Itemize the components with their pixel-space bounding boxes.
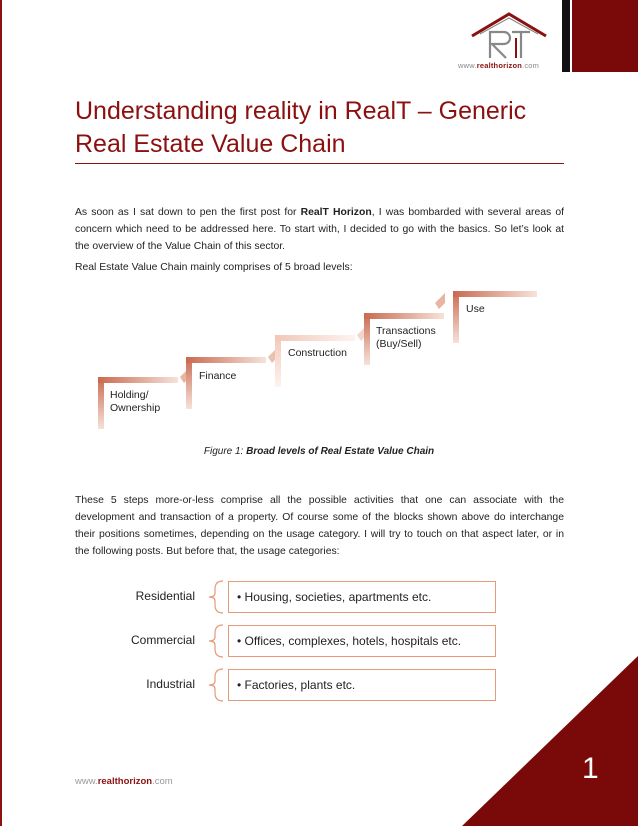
- brand-name: RealT Horizon: [300, 207, 372, 218]
- brace-icon: [197, 623, 227, 659]
- logo-url[interactable]: www.realthorizon.com: [458, 61, 540, 70]
- brace-icon: [197, 579, 227, 615]
- header-black-bar: [562, 0, 570, 72]
- footer-corner-triangle: [462, 656, 638, 826]
- usage-item: • Offices, complexes, hotels, hospitals etc.: [237, 634, 462, 648]
- usage-item: • Housing, societies, apartments etc.: [237, 590, 432, 604]
- step-use: [453, 291, 537, 343]
- usage-category: Residential: [135, 589, 195, 603]
- step-label-transactions: Transactions (Buy/Sell): [376, 325, 436, 350]
- step-label-use: Use: [466, 303, 485, 315]
- brace-icon: [197, 667, 227, 703]
- page-number: 1: [582, 752, 599, 785]
- logo-house-icon: [466, 10, 552, 68]
- usage-box: [228, 669, 496, 701]
- intro-paragraph: As soon as I sat down to pen the first post for RealT Horizon, I was bombarded with several areas of concern which need to be addressed here. To start with, I decided to go with the basics. So let’s look at the overview of the Value Chain of this sector.: [75, 207, 564, 252]
- value-chain-diagram: [90, 285, 550, 435]
- usage-categories: [100, 575, 520, 710]
- body-paragraph: These 5 steps more-or-less comprise all the possible activities that one can associate with the development and transaction of a property. Of course some of the blocks shown above do interchange their positions sometimes, depending on the usage category. I will try to touch on that aspect later, or in the following posts. But before that, the usage categories:: [75, 495, 564, 557]
- step-label-construction: Construction: [288, 347, 347, 359]
- page-title: [75, 95, 555, 161]
- step-label-finance: Finance: [199, 370, 237, 382]
- figure-caption: Figure 1: Broad levels of Real Estate Value Chain: [203, 446, 435, 457]
- title-line-2: Real Estate Value Chain: [75, 130, 346, 158]
- usage-row-industrial: [100, 667, 520, 703]
- usage-row-commercial: [100, 623, 520, 659]
- footer-url[interactable]: www.realthorizon.com: [75, 776, 173, 787]
- title-line-1: Understanding reality in RealT – Generic: [75, 97, 527, 125]
- step-label-holding: Holding/ Ownership: [110, 389, 161, 414]
- usage-category: Commercial: [130, 633, 195, 647]
- usage-category: Industrial: [146, 677, 195, 691]
- levels-intro: Real Estate Value Chain mainly comprises of 5 broad levels:: [75, 262, 353, 273]
- usage-row-residential: [100, 579, 520, 615]
- title-divider: [75, 163, 564, 164]
- usage-item: • Factories, plants etc.: [237, 678, 356, 692]
- usage-box: [228, 625, 496, 657]
- header-red-bar: [572, 0, 638, 72]
- usage-box: [228, 581, 496, 613]
- left-margin-rule: [0, 0, 2, 826]
